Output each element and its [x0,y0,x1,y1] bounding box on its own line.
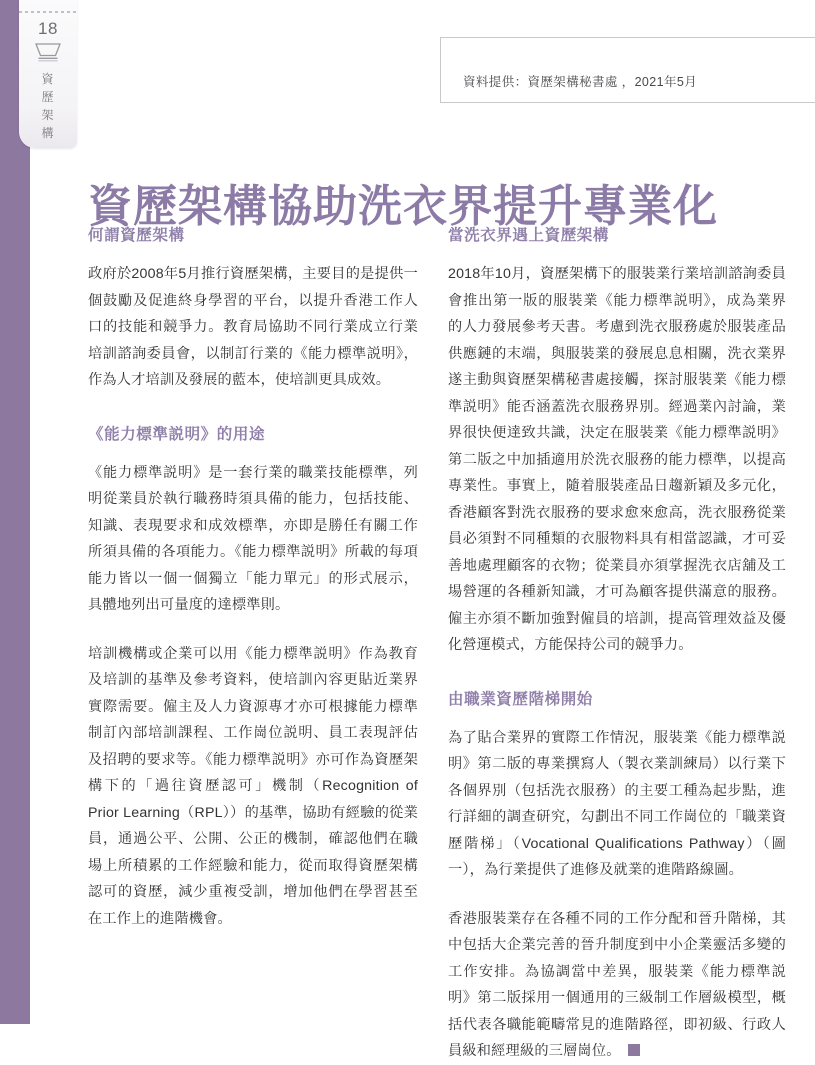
paragraph-right-1: 為了貼合業界的實際工作情況，服裝業《能力標準説明》第二版的專業撰寫人（製衣業訓練局）以行業下各個界別（包括洗衣服務）的主要工種為起步點，進行詳細的調查研究，勾劃出不同工作崗位的「職業資歷階梯」（Vocational Qualifications Pathway）（圖一），為行業提供了進修及就業的進階路線圖。 [448,729,786,878]
tab-label-char-1: 歷 [41,90,55,104]
tab-label-char-0: 資 [41,72,55,86]
left-purple-spine [0,0,30,1024]
paragraph-right-2 [448,906,786,1065]
article-end-marker [628,1044,640,1056]
right-column [448,225,786,1065]
section-heading-laundry-meets-qf: 當洗衣界遇上資歷架構 [448,227,610,244]
paragraph-left-2: 培訓機構或企業可以用《能力標準説明》作為教育及培訓的基準及參考資料，使培訓內容更貼近業界實際需要。僱主及人力資源專才亦可根據能力標準制訂內部培訓課程、工作崗位説明、員工表現評估及招聘的要求等。《能力標準説明》亦可作為資歷架構下的「過往資歷認可」機制（Recognition of Prior Learning（RPL））的基準，協助有經驗的從業員，通過公平、公開、公正的機制，確認他們在職場上所積累的工作經驗和能力，從而取得資歷架構認可的資歷，減少重複受訓，增加他們在學習甚至在工作上的進階機會。 [88,645,418,927]
source-info-text: 資料提供：資歷架構秘書處 ，2021年5月 [463,75,698,89]
paragraph-left-0: 政府於2008年5月推行資歷架構，主要目的是提供一個鼓勵及促進終身學習的平台，以提升香港工作人口的技能和競爭力。教育局協助不同行業成立行業培訓諮詢委員會，以制訂行業的《能力標準説明》，作為人才培訓及發展的藍本，使培訓更具成效。 [88,266,418,388]
section-heading-vq-pathway: 由職業資歷階梯開始 [448,690,593,708]
tab-vertical-label [19,70,77,142]
page-tab [19,0,77,148]
tab-label-char-3: 構 [41,126,55,140]
paragraph-left-1: 《能力標準説明》是一套行業的職業技能標準，列明從業員於執行職務時須具備的能力，包括技能、知識、表現要求和成效標準，亦即是勝任有關工作所須具備的各項能力。《能力標準説明》所載的每項能力皆以一個一個獨立「能力單元」的形式展示，具體地列出可量度的達標準則。 [88,464,418,613]
paragraph-right-0: 2018年10月，資歷架構下的服裝業行業培訓諮詢委員會推出第一版的服裝業《能力標準説明》，成為業界的人力發展參考天書。考慮到洗衣服務處於服裝產品供應鏈的末端，與服裝業的發展息息相關，洗衣業界遂主動與資歷架構秘書處接觸，探討服裝業《能力標準説明》能否涵蓋洗衣服務界別。經過業內討論，業界很快便達致共識，決定在服裝業《能力標準説明》第二版之中加插適用於洗衣服務的能力標準，以提高專業性。事實上，隨着服裝產品日趨新穎及多元化，香港顧客對洗衣服務的要求愈來愈高，洗衣服務從業員必須對不同種類的衣服物料具有相當認識，才可妥善地處理顧客的衣物；從業員亦須掌握洗衣店舖及工場營運的各種新知識，才可為顧客提供滿意的服務。僱主亦須不斷加強對僱員的培訓，提高管理效益及優化營運模式，方能保持公司的競爭力。 [448,266,786,653]
section-heading-soc-use: 《能力標準説明》的用途 [88,425,266,443]
page-title: 資歷架構協助洗衣界提升專業化 [88,182,718,232]
section-heading-what-is-qf: 何謂資歷架構 [88,227,185,244]
source-info-box [440,37,815,103]
tab-label-char-2: 架 [41,108,55,122]
tab-stitch-divider [19,11,77,13]
paragraph-right-2-text: 香港服裝業存在各種不同的工作分配和晉升階梯，其中包括大企業完善的晉升制度到中小企業靈活多變的工作安排。為協調當中差異，服裝業《能力標準説明》第二版採用一個通用的三級制工作層級模型，概括代表各職能範疇常見的進階路徑，即初級、行政人員級和經理級的三層崗位。 [448,910,786,1059]
left-column [88,225,418,932]
page-number: 18 [38,19,58,38]
wash-tub-icon [34,41,62,63]
